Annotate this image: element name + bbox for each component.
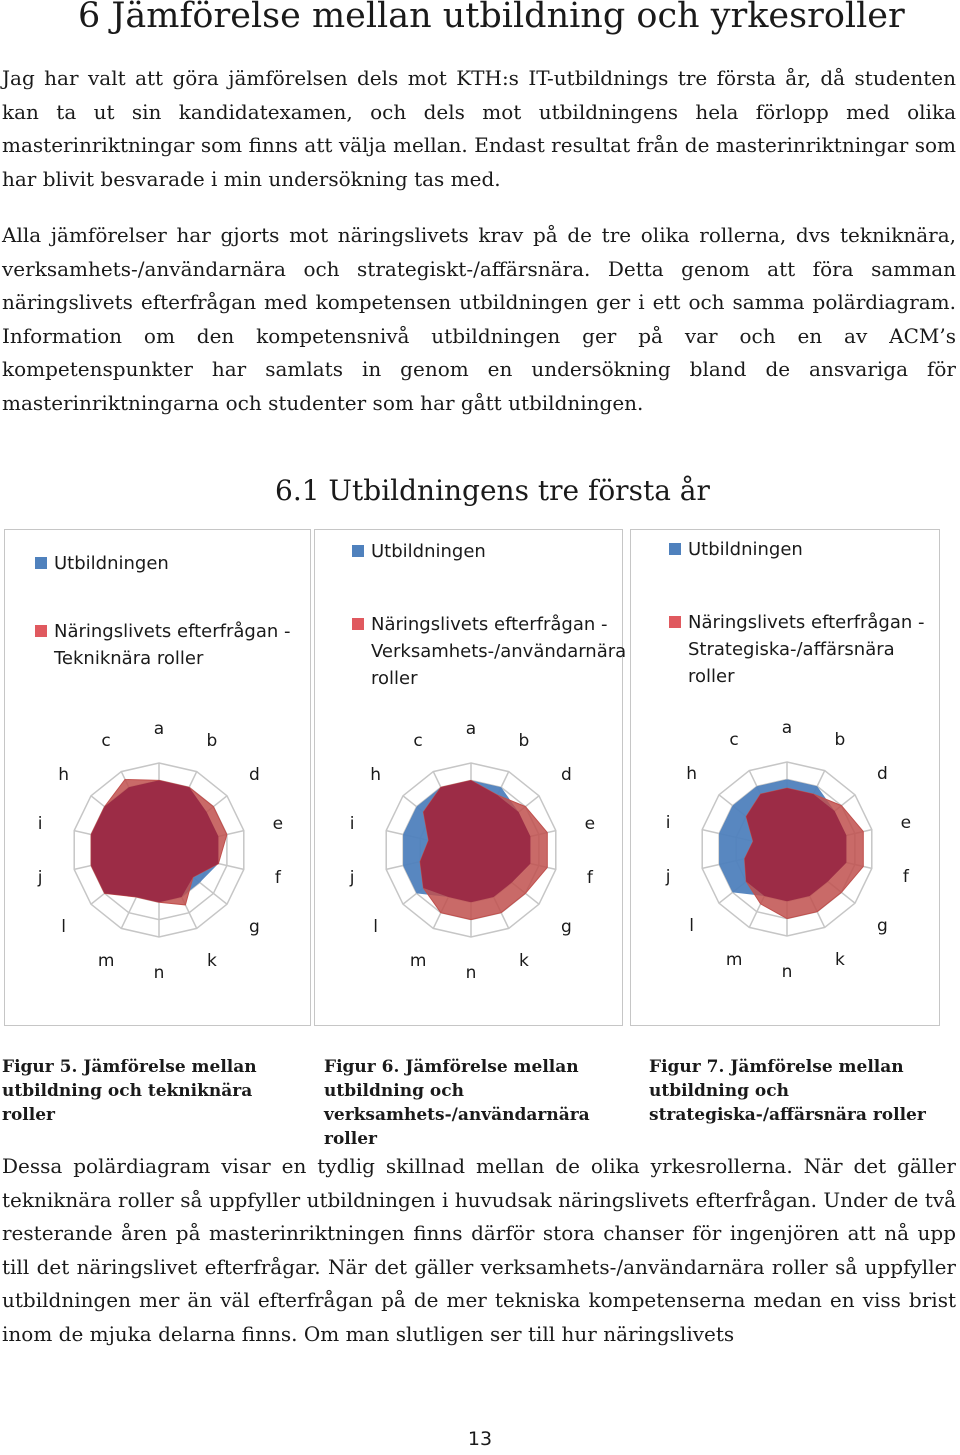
legend-label: Utbildningen (688, 539, 803, 560)
figure-caption-7: Figur 7. Jämförelse mellan utbildning och strategiska-/affärsnära roller (649, 1057, 926, 1125)
radar-chart-tekniknara (5, 530, 312, 1024)
axis-label-a: a (153, 719, 165, 739)
axis-label-d: d (561, 764, 572, 785)
axis-label-j: j (37, 868, 43, 889)
axis-label-j: j (665, 867, 671, 888)
axis-label-b: b (834, 730, 846, 751)
axis-label-e: e (584, 813, 596, 834)
axis-label-i: i (349, 813, 355, 834)
page-number: 13 (467, 1428, 493, 1450)
section-heading-6: 6 Jämförelse mellan utbildning och yrkesroller (78, 0, 905, 36)
axis-label-g: g (877, 916, 888, 937)
axis-label-m: m (725, 949, 743, 970)
axis-label-h: h (370, 764, 381, 785)
axis-label-b: b (206, 731, 218, 752)
axis-label-n: n (153, 963, 165, 983)
axis-label-d: d (249, 764, 260, 785)
axis-label-a: a (465, 719, 477, 739)
axis-label-n: n (465, 963, 477, 983)
intro-paragraph: Jag har valt att göra jämförelsen dels mot KTH:s IT-utbildnings tre första år, då studenten kan ta ut sin kandidatexamen, och dels mot utbildningens hela förlopp med olika masterinriktningar som finns att välja mellan. Endast resultat från de masterinriktningar som har blivit besvarade i min undersökning tas med. (2, 66, 956, 191)
axis-label-g: g (249, 917, 260, 938)
axis-label-j: j (349, 868, 355, 889)
chart-panel-tekniknara (4, 529, 311, 1026)
figure-caption-5: Figur 5. Jämförelse mellan utbildning och tekniknära roller (2, 1057, 257, 1125)
chart-panel-strategiska (630, 529, 940, 1026)
axis-label-i: i (665, 812, 671, 833)
axis-label-h: h (686, 763, 697, 784)
axis-label-i: i (37, 813, 43, 834)
axis-label-n: n (781, 962, 793, 982)
radar-chart-strategiska (631, 530, 941, 1024)
axis-label-f: f (274, 868, 281, 889)
legend-label: Näringslivets efterfrågan - Verksamhets-/användarnära roller (371, 614, 627, 689)
axis-label-l: l (61, 917, 66, 938)
axis-label-f: f (586, 868, 593, 889)
axis-label-l: l (689, 916, 694, 937)
method-paragraph: Alla jämförelser har gjorts mot näringslivets krav på de tre olika rollerna, dvs tekniknära, verksamhets-/användarnära och strategiskt-/affärsnära. Detta genom att föra samman näringslivets efterfrågan med kompetensen utbildningen ger i ett och samma polärdiagram. Information om den kompetensnivå utbildningen ger på var och en av ACM’s kompetenspunkter har samlats in genom en undersökning bland de ansvariga för masterinriktningarna och studenter som har gått utbildningen. (2, 223, 956, 415)
axis-label-m: m (409, 950, 427, 971)
chart-panel-verksamhetsnara (314, 529, 627, 1026)
figure-caption-6: Figur 6. Jämförelse mellan utbildning och verksamhets-/användarnära roller (324, 1057, 590, 1149)
axis-label-k: k (834, 949, 845, 970)
axis-label-c: c (101, 731, 111, 752)
axis-label-e: e (900, 812, 912, 833)
axis-label-d: d (877, 763, 888, 784)
legend-label: Utbildningen (54, 553, 169, 574)
axis-label-k: k (518, 950, 529, 971)
axis-label-l: l (373, 917, 378, 938)
axis-label-k: k (206, 950, 217, 971)
axis-label-a: a (781, 718, 793, 738)
axis-label-m: m (97, 950, 115, 971)
discussion-paragraph: Dessa polärdiagram visar en tydlig skillnad mellan de olika yrkesrollerna. När det gäller tekniknära roller så uppfyller utbildningen i huvudsak näringslivets efterfrågan. Under de två resterande åren på masterinriktningen finns därför stora chanser för ingenjören att nå upp till det näringslivet efterfrågar. När det gäller verksamhets-/användarnära roller så uppfyller utbildningen mer än väl efterfrågan på de mer tekniska kompetenserna medan en viss brist inom de mjuka delarna finns. Om man slutligen ser till hur näringslivets (2, 1154, 956, 1346)
legend-label: Utbildningen (371, 541, 486, 562)
radar-chart-verksamhetsnara (315, 530, 627, 1024)
legend-label: Näringslivets efterfrågan - Strategiska-/affärsnära roller (688, 612, 925, 687)
section-heading-6-1: 6.1 Utbildningens tre första år (275, 474, 710, 507)
axis-label-c: c (413, 731, 423, 752)
axis-label-h: h (58, 764, 69, 785)
legend-label: Näringslivets efterfrågan - Tekniknära roller (54, 621, 291, 669)
axis-label-b: b (518, 731, 530, 752)
axis-label-g: g (561, 917, 572, 938)
axis-label-e: e (272, 813, 284, 834)
axis-label-c: c (729, 730, 739, 751)
axis-label-f: f (902, 867, 909, 888)
